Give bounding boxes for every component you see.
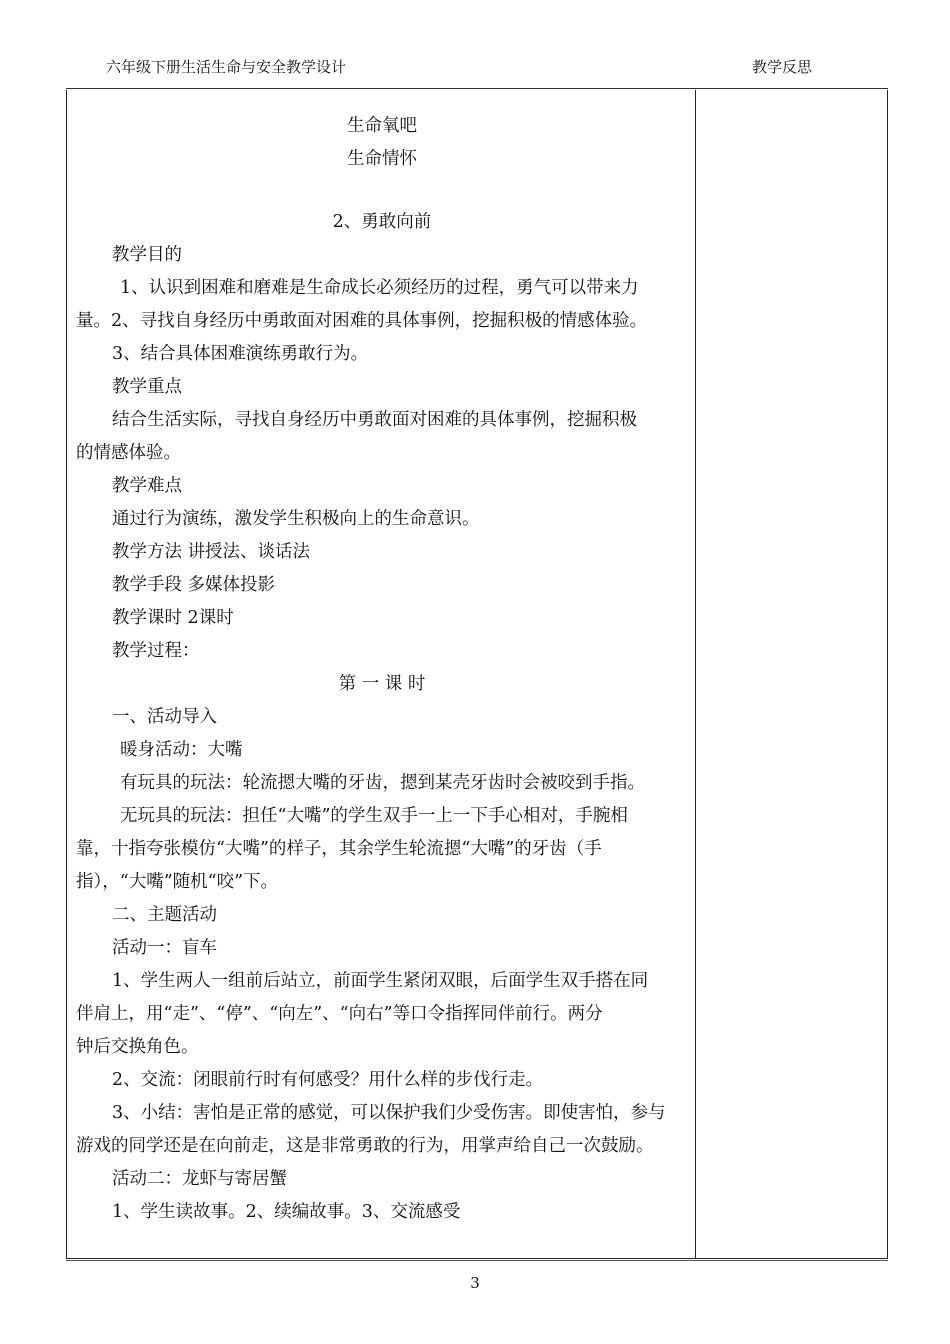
toy-play-line: 有玩具的玩法：轮流摁大嘴的牙齿，摁到某壳牙齿时会被咬到手指。: [120, 773, 645, 793]
lesson-title: 2、勇敢向前: [332, 212, 432, 232]
period-title: 第 一 课 时: [338, 674, 426, 694]
activity-heading: 活动一：盲车: [112, 938, 217, 958]
no-toy-line: 无玩具的玩法：担任“大嘴”的学生双手一上一下手心相对，手腕相: [120, 806, 628, 826]
footer-rule: [66, 1260, 888, 1261]
activity-line: 伴肩上，用“走”、“停”、“向左”、“向右”等口令指挥同伴前行。两分: [76, 1004, 603, 1024]
goal-line: 1、认识到困难和磨难是生命成长必须经历的过程，勇气可以带来力: [120, 278, 639, 298]
lesson-content: [76, 110, 688, 1229]
no-toy-line: 靠，十指夸张模仿“大嘴”的样子，其余学生轮流摁“大嘴”的牙齿（手: [76, 839, 602, 859]
key-line: 的情感体验。: [76, 443, 181, 463]
section-heading: 一、活动导入: [112, 707, 217, 727]
method-line: 教学方法 讲授法、谈话法: [112, 542, 311, 562]
process-heading: 教学过程：: [112, 641, 200, 661]
hours-line: 教学课时 2课时: [112, 608, 234, 628]
activity-line: 钟后交换角色。: [76, 1037, 199, 1057]
goal-heading: 教学目的: [112, 245, 182, 265]
section-heading: 二、主题活动: [112, 905, 217, 925]
goal-line: 3、结合具体困难演练勇敢行为。: [112, 344, 369, 364]
activity-line: 1、学生读故事。2、续编故事。3、交流感受: [112, 1202, 461, 1222]
spacer: [76, 176, 688, 206]
activity-line: 2、交流：闭眼前行时有何感受？用什么样的步伐行走。: [112, 1070, 544, 1090]
activity-line: 1、学生两人一组前后站立，前面学生紧闭双眼，后面学生双手搭在同: [112, 971, 649, 991]
unit-title: 生命氧吧: [347, 116, 417, 136]
means-line: 教学手段 多媒体投影: [112, 575, 276, 595]
header-rule: [66, 88, 888, 89]
difficulty-heading: 教学难点: [112, 476, 182, 496]
difficulty-line: 通过行为演练，激发学生积极向上的生命意识。: [112, 509, 480, 529]
activity-heading: 活动二：龙虾与寄居蟹: [112, 1169, 287, 1189]
header-title: 六年级下册生活生命与安全教学设计: [106, 58, 347, 76]
key-line: 结合生活实际，寻找自身经历中勇敢面对困难的具体事例，挖掘积极: [112, 410, 637, 430]
column-divider: [695, 90, 696, 1258]
warmup-line: 暖身活动：大嘴: [120, 740, 243, 760]
page-number: 3: [470, 1274, 480, 1292]
no-toy-line: 指），“大嘴”随机“咬”下。: [76, 872, 279, 892]
activity-line: 3、小结：害怕是正常的感觉，可以保护我们少受伤害。即使害怕，参与: [112, 1103, 666, 1123]
unit-subtitle: 生命情怀: [347, 149, 417, 169]
key-heading: 教学重点: [112, 377, 182, 397]
activity-line: 游戏的同学还是在向前走，这是非常勇敢的行为，用掌声给自己一次鼓励。: [76, 1136, 654, 1156]
header-reflection-label: 教学反思: [752, 58, 813, 76]
goal-line: 量。2、寻找自身经历中勇敢面对困难的具体事例，挖掘积极的情感体验。: [76, 311, 648, 331]
